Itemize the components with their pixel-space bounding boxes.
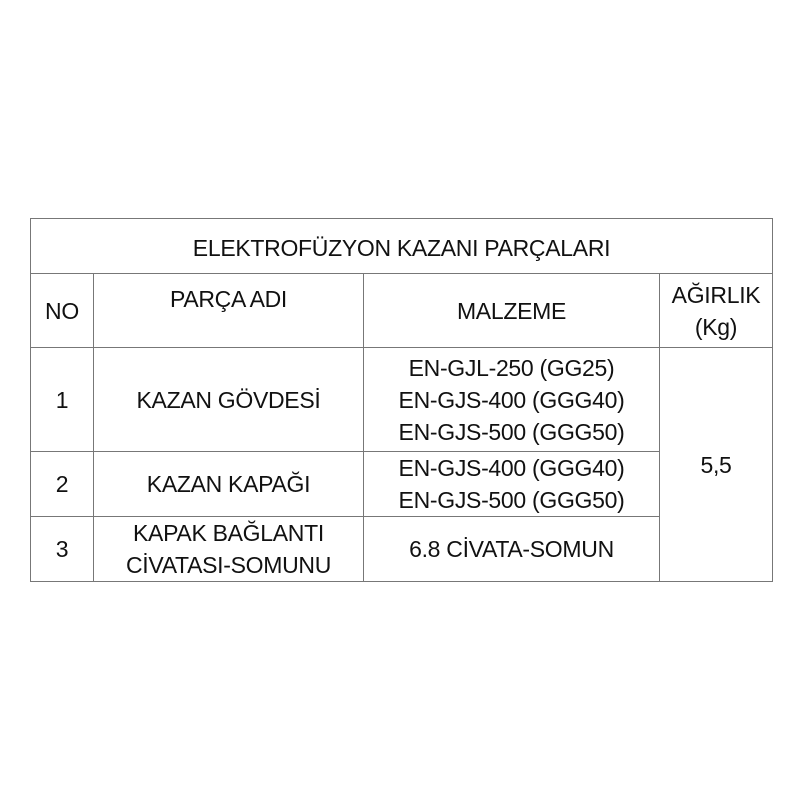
header-part-name (94, 274, 364, 348)
weight-cell (660, 348, 773, 582)
row-part-name-cell (94, 517, 364, 582)
row-material: EN-GJS-500 (GGG50) (398, 418, 625, 445)
row-material: 6.8 CİVATA-SOMUN (409, 536, 614, 562)
header-no (31, 274, 94, 348)
row-no: 2 (55, 471, 69, 497)
header-material-label: MALZEME (456, 297, 567, 324)
row-part-name: KAZAN GÖVDESİ (136, 386, 321, 413)
row-material: EN-GJS-500 (GGG50) (398, 487, 625, 513)
row-material: EN-GJL-250 (GG25) (408, 354, 615, 381)
weight-value: 5,5 (700, 451, 732, 478)
header-material (364, 274, 660, 348)
row-material-cell (364, 517, 660, 582)
header-no-label: NO (45, 297, 79, 324)
header-part-name-label: PARÇA ADI (169, 285, 288, 312)
header-row (31, 274, 773, 348)
row-material: EN-GJS-400 (GGG40) (398, 455, 625, 481)
row-part-name-cell (94, 348, 364, 452)
row-part-name: KAPAK BAĞLANTI (133, 520, 324, 546)
table-row (31, 348, 773, 452)
header-weight-line2: (Kg) (694, 313, 738, 340)
row-no-cell (31, 517, 94, 582)
row-no: 1 (55, 386, 69, 413)
header-weight (660, 274, 773, 348)
row-no-cell (31, 348, 94, 452)
row-material-cell (364, 348, 660, 452)
row-no-cell (31, 452, 94, 517)
table-title-cell (31, 219, 773, 274)
table-title: ELEKTROFÜZYON KAZANI PARÇALARI (192, 235, 611, 261)
row-part-name: KAZAN KAPAĞI (146, 471, 311, 497)
row-part-name: CİVATASI-SOMUNU (125, 552, 332, 578)
row-part-name-cell (94, 452, 364, 517)
row-no: 3 (55, 536, 69, 562)
row-material: EN-GJS-400 (GGG40) (398, 386, 625, 413)
header-weight-line1: AĞIRLIK (671, 281, 761, 308)
row-material-cell (364, 452, 660, 517)
title-row (31, 219, 773, 274)
parts-table (30, 218, 773, 582)
